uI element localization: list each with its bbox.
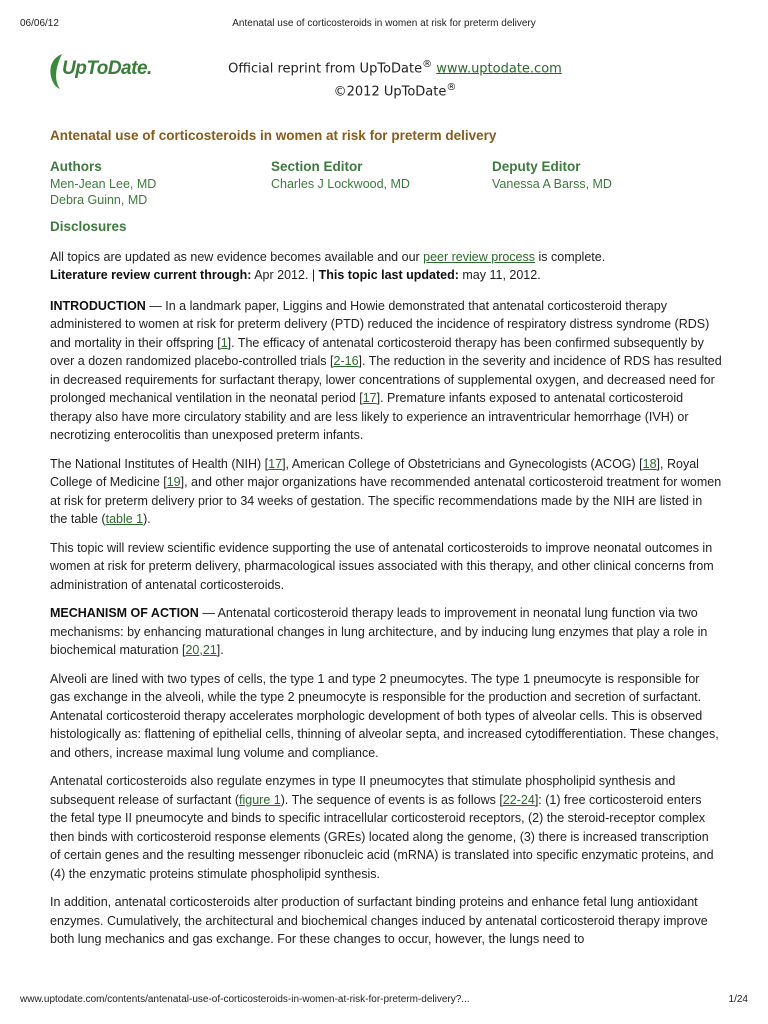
author-name[interactable]: Debra Guinn, MD xyxy=(50,193,148,207)
paragraph-text: The National Institutes of Health (NIH) [ xyxy=(50,456,269,471)
copyright-reg: ® xyxy=(446,82,457,94)
intro-text: — In a landmark paper, Liggins and Howie demonstrated that antenatal corticosteroid therapy administered to women at risk for preterm delivery (PTD) reduced the incidence of respiratory distress syndrome (RDS) and mortality in their offspring [ xyxy=(50,298,710,350)
paragraph-text: Antenatal corticosteroids also regulate enzymes in type II pneumocytes that stimulate phospholipid synthesis and subsequent release of surfactant ( xyxy=(50,774,676,807)
authors-heading: Authors xyxy=(50,159,102,174)
update-notice xyxy=(50,248,722,285)
reference-link[interactable]: 2-16 xyxy=(333,354,359,368)
last-updated-label: This topic last updated: xyxy=(318,268,459,282)
paragraph-text: ], American College of Obstetricians and Gynecologists (ACOG) [ xyxy=(282,456,643,471)
footer-url: www.uptodate.com/contents/antenatal-use-of-corticosteroids-in-women-at-risk-for-preterm-delivery?... xyxy=(20,994,470,1005)
uptodate-logo[interactable] xyxy=(48,52,152,94)
recommendations-paragraph xyxy=(50,455,722,529)
paragraph-text: ], and other major organizations have recommended antenatal corticosteroid treatment for women at risk for preterm delivery prior to 34 weeks of gestation. The specific recommendations made by the NIH are listed in the table ( xyxy=(50,475,722,526)
lit-review-value: Apr 2012. | xyxy=(251,268,319,282)
authors-column xyxy=(50,159,271,209)
paragraph-text: ). The sequence of events is as follows [ xyxy=(280,792,503,807)
section-editor-name[interactable]: Charles J Lockwood, MD xyxy=(271,176,410,191)
intro-text: ]. Premature infants exposed to antenatal corticosteroid therapy also have more circulatory stability and are less likely to experience an intraventricular hemorrhage (IVH) or necrotizing enterocolitis than unexposed preterm infants. xyxy=(50,391,689,442)
reference-link[interactable]: 22-24 xyxy=(502,792,535,807)
scope-paragraph: This topic will review scientific evidence supporting the use of antenatal corticosteroids to improve neonatal outcomes in women at risk for preterm delivery, pharmacological issues associated with this therapy, and other clinical concerns from administration of antenatal corticosteroids. xyxy=(50,540,714,592)
section-editor-heading: Section Editor xyxy=(271,159,363,174)
print-date: 06/06/12 xyxy=(20,18,59,29)
author-name[interactable]: Men-Jean Lee, MD xyxy=(50,176,157,191)
uptodate-link[interactable]: www.uptodate.com xyxy=(436,61,562,77)
page-number: 1/24 xyxy=(728,994,748,1005)
print-title: Antenatal use of corticosteroids in women at risk for preterm delivery xyxy=(232,18,536,29)
paragraph-text: — Antenatal corticosteroid therapy leads to improvement in neonatal lung function via two mechanisms: by enhancing maturational changes in lung architecture, and by inducing lung enzymes that play a role in biochemical maturation [ xyxy=(50,606,708,657)
antioxidant-paragraph: In addition, antenatal corticosteroids alter production of surfactant binding proteins and enhance fetal lung antioxidant enzymes. Cumulatively, the architectural and biochemical changes induced by antenatal corticosteroid therapy improve both lung mechanics and gas exchange. For these changes to occur, however, the lungs need to xyxy=(50,895,708,946)
last-updated-value: may 11, 2012. xyxy=(458,268,541,282)
paragraph-text: ). xyxy=(143,512,151,526)
deputy-editor-column xyxy=(492,159,713,209)
reprint-notice xyxy=(200,55,590,102)
reference-link[interactable]: 19 xyxy=(166,475,181,489)
reference-link[interactable]: 17 xyxy=(362,391,377,405)
reference-link[interactable]: 18 xyxy=(642,456,657,471)
reference-link[interactable]: 20,21 xyxy=(185,643,217,657)
update-text-end: is complete. xyxy=(535,249,606,264)
deputy-editor-heading: Deputy Editor xyxy=(492,159,581,174)
reference-link[interactable]: 17 xyxy=(268,456,283,471)
enzymes-paragraph xyxy=(50,772,722,883)
paragraph-text: ]. xyxy=(216,643,224,657)
authors-grid xyxy=(50,159,722,209)
intro-text: ]. The reduction in the severity and incidence of RDS has resulted in decreased requirements for surfactant therapy, lower concentrations of supplemental oxygen, and decreased need for prolonged mechanical ventilation in the neonatal period [ xyxy=(50,354,722,405)
intro-text: ]. The efficacy of antenatal corticosteroid therapy has been confirmed subsequently by over a dozen randomized placebo-controlled trials [ xyxy=(50,335,704,368)
deputy-editor-name[interactable]: Vanessa A Barss, MD xyxy=(492,176,612,191)
article-title: Antenatal use of corticosteroids in women at risk for preterm delivery xyxy=(50,128,497,143)
alveoli-paragraph: Alveoli are lined with two types of cells, the type 1 and type 2 pneumocytes. The type 1 pneumocyte is responsible for gas exchange in the alveoli, while the type 2 pneumocyte is responsible for the production and secretion of surfactant. Antenatal corticosteroid therapy accelerates morphologic development of both types of alveolar cells. This is observed histologically as: flattening of epithelial cells, thinning of alveolar septa, and increased cytodifferentiation. These changes, and others, increase maximal lung volume and compliance. xyxy=(50,671,719,760)
mechanism-heading: MECHANISM OF ACTION xyxy=(50,606,199,620)
intro-heading: INTRODUCTION xyxy=(50,298,146,313)
reprint-prefix: Official reprint from UpToDate xyxy=(228,61,423,77)
section-editor-column xyxy=(271,159,492,209)
disclosures-link[interactable]: Disclosures xyxy=(50,218,127,234)
figure-link[interactable]: figure 1 xyxy=(239,792,281,807)
paragraph-text: ], Royal College of Medicine [ xyxy=(50,456,699,489)
lit-review-label: Literature review current through: xyxy=(50,268,252,282)
table-link[interactable]: table 1 xyxy=(105,512,144,526)
mechanism-paragraph xyxy=(50,604,722,660)
update-text: All topics are updated as new evidence becomes available and our xyxy=(50,249,424,264)
reprint-reg: ® xyxy=(422,59,433,70)
article-content xyxy=(50,128,722,959)
copyright-text: ©2012 UpToDate xyxy=(333,84,447,100)
paragraph-text: ]: (1) free corticosteroid enters the fetal type II pneumocyte and binds to specific intracellular corticosteroid receptors, (2) the steroid-receptor complex then binds with corticosteroid response elements (GREs) located along the genome, (3) there is increased transcription of certain genes and the resulting messenger ribonucleic acid (mRNA) is translated into specific enzymatic proteins, and (4) the enzymatic proteins stimulate phospholipid synthesis. xyxy=(50,792,714,881)
intro-paragraph xyxy=(50,297,722,445)
logo-text: UpToDate. xyxy=(62,58,152,79)
peer-review-link[interactable]: peer review process xyxy=(423,249,536,264)
reference-link[interactable]: 1 xyxy=(220,335,228,350)
